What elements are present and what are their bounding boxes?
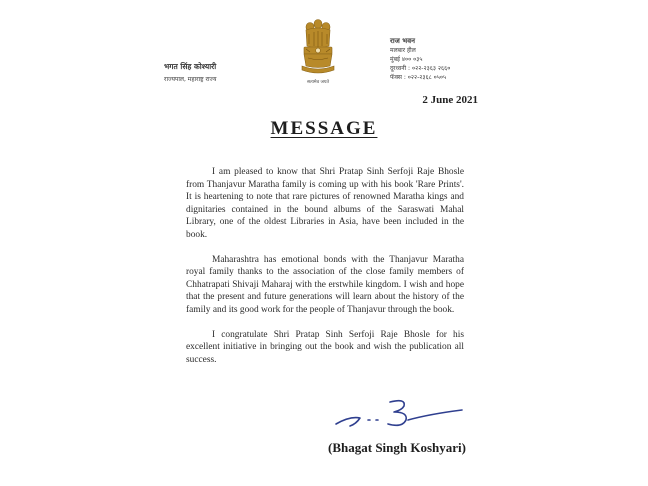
national-emblem-icon <box>292 16 344 82</box>
message-body <box>186 166 464 378</box>
governor-name-hindi: भगत सिंह कोश्यारी <box>164 62 217 71</box>
paragraph-1: I am pleased to know that Shri Pratap Sinh Serfoji Raje Bhosle from Thanjavur Maratha family is coming up with his book 'Rare Prints'. It is heartening to note that rare pictures of renowned Maratha kings and dignitaries contained in the bound albums of the Saraswati Mahal Library, one of the oldest Libraries in Asia, have been included in the book. <box>186 167 464 240</box>
fax-line: फॅक्स : ०२२-२३६८ ०५०५ <box>390 74 447 81</box>
letter-date: 2 June 2021 <box>422 94 478 106</box>
emblem-motto: सत्यमेव जयते <box>306 80 330 85</box>
governor-designation-hindi: राज्यपाल, महाराष्ट्र राज्य <box>164 76 217 83</box>
address-line: मलबार हील <box>390 47 416 54</box>
address-line: मुंबई ४०० ०३५ <box>390 56 423 63</box>
raj-bhavan-title: राज भवन <box>390 37 416 45</box>
signatory-name: (Bhagat Singh Koshyari) <box>328 440 466 455</box>
paragraph-2: Maharashtra has emotional bonds with the Thanjavur Maratha royal family thanks to the association of the close family members of Chhatrapati Shivaji Maharaj with the erstwhile kingdom. I wish and hope that the present and future generations will learn about the history of the family and its good work for the people of Thanjavur through the book. <box>186 254 464 315</box>
letterhead-right <box>390 36 500 82</box>
message-heading: MESSAGE <box>270 118 378 139</box>
phone-line: दूरध्वनी : ०२२-२३६३ २६६० <box>390 65 451 72</box>
paragraph-3: I congratulate Shri Pratap Sinh Serfoji Raje Bhosle for his excellent initiative in bringing out the book and wish the publication all success. <box>186 329 464 365</box>
handwritten-signature <box>330 394 470 434</box>
letterhead-left <box>164 62 284 83</box>
